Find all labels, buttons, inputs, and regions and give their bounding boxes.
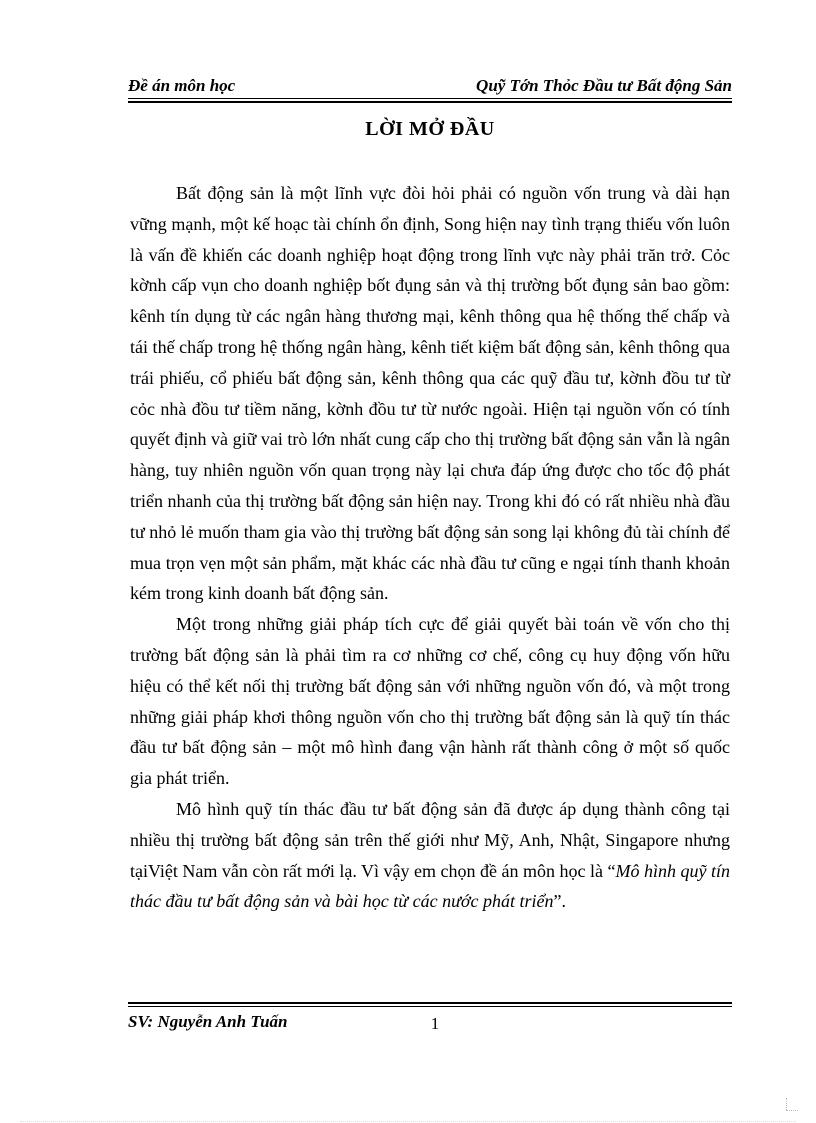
- header-course-label: Đề án môn học: [128, 76, 236, 95]
- paragraph-2-text: Một trong những giải pháp tích cực để giải quyết bài toán về vốn cho thị trường bất động sản là phải tìm ra cơ những cơ chế, công cụ huy động vốn hữu hiệu có thể kết nối thị trường bất động sản với những nguồn vốn đó, và một trong những giải pháp khơi thông nguồn vốn cho thị trường bất động sản là quỹ tín thác đầu tư bất động sản – một mô hình đang vận hành rất thành công ở một số quốc gia phát triển.: [130, 614, 730, 789]
- header-rule-thick: [128, 101, 732, 103]
- page-header: [128, 76, 732, 98]
- paragraph-1: Bất động sản là một lĩnh vực đòi hỏi phải có nguồn vốn trung và dài hạn vững mạnh, một kế hoạc tài chính ổn định, Song hiện nay tình trạng thiếu vốn luôn là vấn đề khiến các doanh nghiệp hoạt động trong lĩnh vực này phải trăn trở. Cỏc kờnh cấp vụn cho doanh nghiệp bốt đụng sản và thị trường bốt đụng sản bao gồm: kênh tín dụng từ các ngân hàng thương mại, kênh thông qua hệ thống thế chấp và tái thế chấp trong hệ thống ngân hàng, kênh tiết kiệm bất động sản, kênh thông qua trái phiếu, cổ phiếu bất động sản, kênh thông qua các quỹ đầu tư, kờnh đồu tư từ cỏc nhà đồu tư tiềm năng, kờnh đồu tư từ nước ngoài. Hiện tại nguồn vốn có tính quyết định và giữ vai trò lớn nhất cung cấp cho thị trường bất động sản vẫn là ngân hàng, tuy nhiên nguồn vốn quan trọng này lại chưa đáp ứng được cho tốc độ phát triển nhanh của thị trường bất động sản hiện nay. Trong khi đó có rất nhiều nhà đầu tư nhỏ lẻ muốn tham gia vào thị trường bất động sản song lại không đủ tài chính để mua trọn vẹn một sản phẩm, mặt khác các nhà đầu tư cũng e ngại tính thanh khoản kém trong kinh doanh bất động sản.: [130, 183, 730, 604]
- page-number: 1: [430, 1014, 440, 1033]
- footer-student-name: SV: Nguyễn Anh Tuấn: [128, 1012, 288, 1031]
- body-text: [130, 178, 730, 917]
- header-topic-label: Quỹ Tớn Thỏc Đầu tư Bất động Sản: [476, 76, 732, 95]
- paragraph-3: [130, 794, 730, 917]
- header-rule-thin: [128, 98, 732, 99]
- paragraph-3-tail: ”.: [553, 891, 567, 912]
- crop-mark-vertical: [786, 1098, 788, 1110]
- footer-rule-thin: [128, 1006, 732, 1007]
- crop-mark: [786, 1110, 798, 1112]
- paragraph-3-topic-title: Mô hình quỹ tín thác đầu tư bất động sản và bài học từ các nước phát triển: [130, 860, 730, 912]
- footer-rule-thick: [128, 1002, 732, 1004]
- paragraph-2: [130, 609, 730, 794]
- paragraph-3-lead: Mô hình quỹ tín thác đầu tư bất động sản đã được áp dụng thành công tại nhiều thị trường bất động sản trên thế giới như Mỹ, Anh, Nhật, Singapore nhưng tạiViệt Nam vẫn còn rất mới lạ. Vì vậy em chọn đề án môn học là “: [130, 798, 730, 881]
- page-title: LỜI MỞ ĐẦU: [365, 118, 495, 140]
